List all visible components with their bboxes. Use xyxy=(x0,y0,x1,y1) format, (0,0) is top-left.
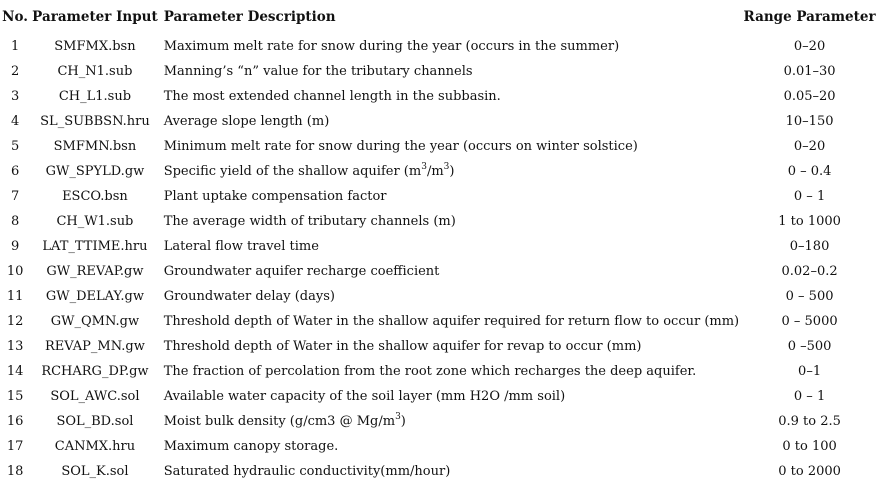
range-parameter: 0–180 xyxy=(789,239,830,254)
table-row xyxy=(0,209,878,234)
table-row xyxy=(0,109,878,134)
range-parameter: 0 – 5000 xyxy=(781,314,838,329)
range-parameter: 0 –500 xyxy=(787,339,832,354)
table-row xyxy=(0,59,878,84)
parameter-input: GW_SPYLD.gw xyxy=(45,164,145,179)
parameter-input: SMFMX.bsn xyxy=(54,39,136,54)
range-parameter: 0 – 1 xyxy=(793,389,826,404)
header-row xyxy=(0,0,878,34)
parameter-description xyxy=(160,309,741,334)
row-number: 8 xyxy=(10,214,20,229)
row-number: 13 xyxy=(6,339,24,354)
parameter-description xyxy=(160,184,741,209)
description-text: Threshold depth of Water in the shallow aquifer required for return flow to occur (mm) xyxy=(163,314,740,329)
parameter-input: GW_DELAY.gw xyxy=(45,289,145,304)
parameter-description xyxy=(160,209,741,234)
parameter-input: SMFMN.bsn xyxy=(53,139,137,154)
row-number: 17 xyxy=(6,439,24,454)
range-parameter: 0 to 2000 xyxy=(778,464,841,479)
table-row xyxy=(0,459,878,484)
parameter-input: RCHARG_DP.gw xyxy=(41,364,149,379)
table-row xyxy=(0,434,878,459)
parameter-description xyxy=(160,59,741,84)
row-number: 3 xyxy=(10,89,20,104)
description-text: Plant uptake compensation factor xyxy=(163,189,387,204)
range-parameter: 0–20 xyxy=(793,139,826,154)
parameter-input: GW_QMN.gw xyxy=(50,314,140,329)
parameter-description xyxy=(160,284,741,309)
table-row xyxy=(0,34,878,59)
header-parameter-input: Parameter Input xyxy=(32,9,158,25)
parameter-input: REVAP_MN.gw xyxy=(45,339,145,354)
row-number: 14 xyxy=(6,364,24,379)
table-row xyxy=(0,159,878,184)
parameter-description xyxy=(160,109,741,134)
description-text: Average slope length (m) xyxy=(163,114,330,129)
description-text: The fraction of percolation from the root zone which recharges the deep aquifer. xyxy=(163,364,697,379)
parameter-input: CANMX.hru xyxy=(54,439,136,454)
parameter-description xyxy=(160,384,741,409)
range-parameter: 0 to 100 xyxy=(782,439,837,454)
description-text: ) xyxy=(400,414,406,429)
parameter-description xyxy=(160,159,741,184)
range-parameter: 1 to 1000 xyxy=(778,214,841,229)
table-row xyxy=(0,134,878,159)
row-number: 18 xyxy=(6,464,24,479)
table-row xyxy=(0,284,878,309)
parameter-description xyxy=(160,234,741,259)
range-parameter: 0 – 1 xyxy=(793,189,826,204)
table-row xyxy=(0,334,878,359)
superscript: 3 xyxy=(443,162,450,172)
parameter-input: CH_L1.sub xyxy=(58,89,132,104)
parameter-input: SL_SUBBSN.hru xyxy=(40,114,150,129)
description-text: Groundwater delay (days) xyxy=(163,289,335,304)
description-text: Moist bulk density (g/cm3 @ Mg/m xyxy=(163,414,396,429)
parameter-description xyxy=(160,34,741,59)
description-text: Minimum melt rate for snow during the year (occurs on winter solstice) xyxy=(163,139,638,154)
description-text: Groundwater aquifer recharge coefficient xyxy=(163,264,440,279)
header-parameter-description: Parameter Description xyxy=(163,9,336,25)
header-no: No. xyxy=(2,9,28,25)
row-number: 9 xyxy=(10,239,20,254)
parameter-input: SOL_BD.sol xyxy=(56,414,134,429)
description-text: Saturated hydraulic conductivity(mm/hour) xyxy=(163,464,451,479)
row-number: 15 xyxy=(6,389,24,404)
table-row xyxy=(0,384,878,409)
row-number: 11 xyxy=(6,289,24,304)
parameter-description xyxy=(160,259,741,284)
parameter-input: CH_N1.sub xyxy=(57,64,133,79)
description-text: Threshold depth of Water in the shallow aquifer for revap to occur (mm) xyxy=(163,339,642,354)
range-parameter: 0–20 xyxy=(793,39,826,54)
description-text: The average width of tributary channels (m) xyxy=(163,214,456,229)
range-parameter: 0.05–20 xyxy=(783,89,836,104)
parameter-description xyxy=(160,359,741,384)
range-parameter: 0–1 xyxy=(798,364,822,379)
parameter-input: ESCO.bsn xyxy=(62,189,128,204)
row-number: 10 xyxy=(6,264,24,279)
description-text: The most extended channel length in the subbasin. xyxy=(163,89,501,104)
parameter-description xyxy=(160,84,741,109)
row-number: 6 xyxy=(10,164,20,179)
parameter-input: GW_REVAP.gw xyxy=(46,264,144,279)
range-parameter: 0 – 0.4 xyxy=(787,164,832,179)
table-row xyxy=(0,259,878,284)
parameter-description xyxy=(160,409,741,434)
row-number: 7 xyxy=(10,189,20,204)
parameter-description xyxy=(160,134,741,159)
range-parameter: 10–150 xyxy=(785,114,834,129)
description-text: Available water capacity of the soil layer (mm H2O /mm soil) xyxy=(163,389,566,404)
description-text: Specific yield of the shallow aquifer (m xyxy=(163,164,422,179)
header-range-parameter: Range Parameter xyxy=(743,9,876,25)
parameter-input: SOL_K.sol xyxy=(61,464,129,479)
range-parameter: 0.9 to 2.5 xyxy=(778,414,841,429)
range-parameter: 0 – 500 xyxy=(785,289,834,304)
table-row xyxy=(0,184,878,209)
superscript: 3 xyxy=(395,412,401,422)
parameter-input: SOL_AWC.sol xyxy=(50,389,140,404)
description-text: ) xyxy=(449,164,455,179)
range-parameter: 0.01–30 xyxy=(783,64,836,79)
row-number: 5 xyxy=(10,139,20,154)
table-row xyxy=(0,84,878,109)
description-text: Maximum melt rate for snow during the year (occurs in the summer) xyxy=(163,39,620,54)
row-number: 1 xyxy=(10,39,20,54)
description-text: Lateral flow travel time xyxy=(163,239,319,254)
table-row xyxy=(0,309,878,334)
row-number: 2 xyxy=(10,64,20,79)
parameter-description xyxy=(160,334,741,359)
row-number: 4 xyxy=(10,114,20,129)
parameter-description xyxy=(160,434,741,459)
table-row xyxy=(0,409,878,434)
table-row xyxy=(0,359,878,384)
description-text: Maximum canopy storage. xyxy=(163,439,339,454)
parameter-description xyxy=(160,459,741,484)
row-number: 12 xyxy=(6,314,24,329)
superscript: 3 xyxy=(421,162,427,172)
range-parameter: 0.02–0.2 xyxy=(781,264,838,279)
parameter-input: CH_W1.sub xyxy=(56,214,134,229)
description-text: /m xyxy=(426,164,444,179)
parameter-input: LAT_TTIME.hru xyxy=(42,239,148,254)
row-number: 16 xyxy=(6,414,24,429)
table-row xyxy=(0,234,878,259)
description-text: Manning’s “n” value for the tributary channels xyxy=(163,64,473,79)
